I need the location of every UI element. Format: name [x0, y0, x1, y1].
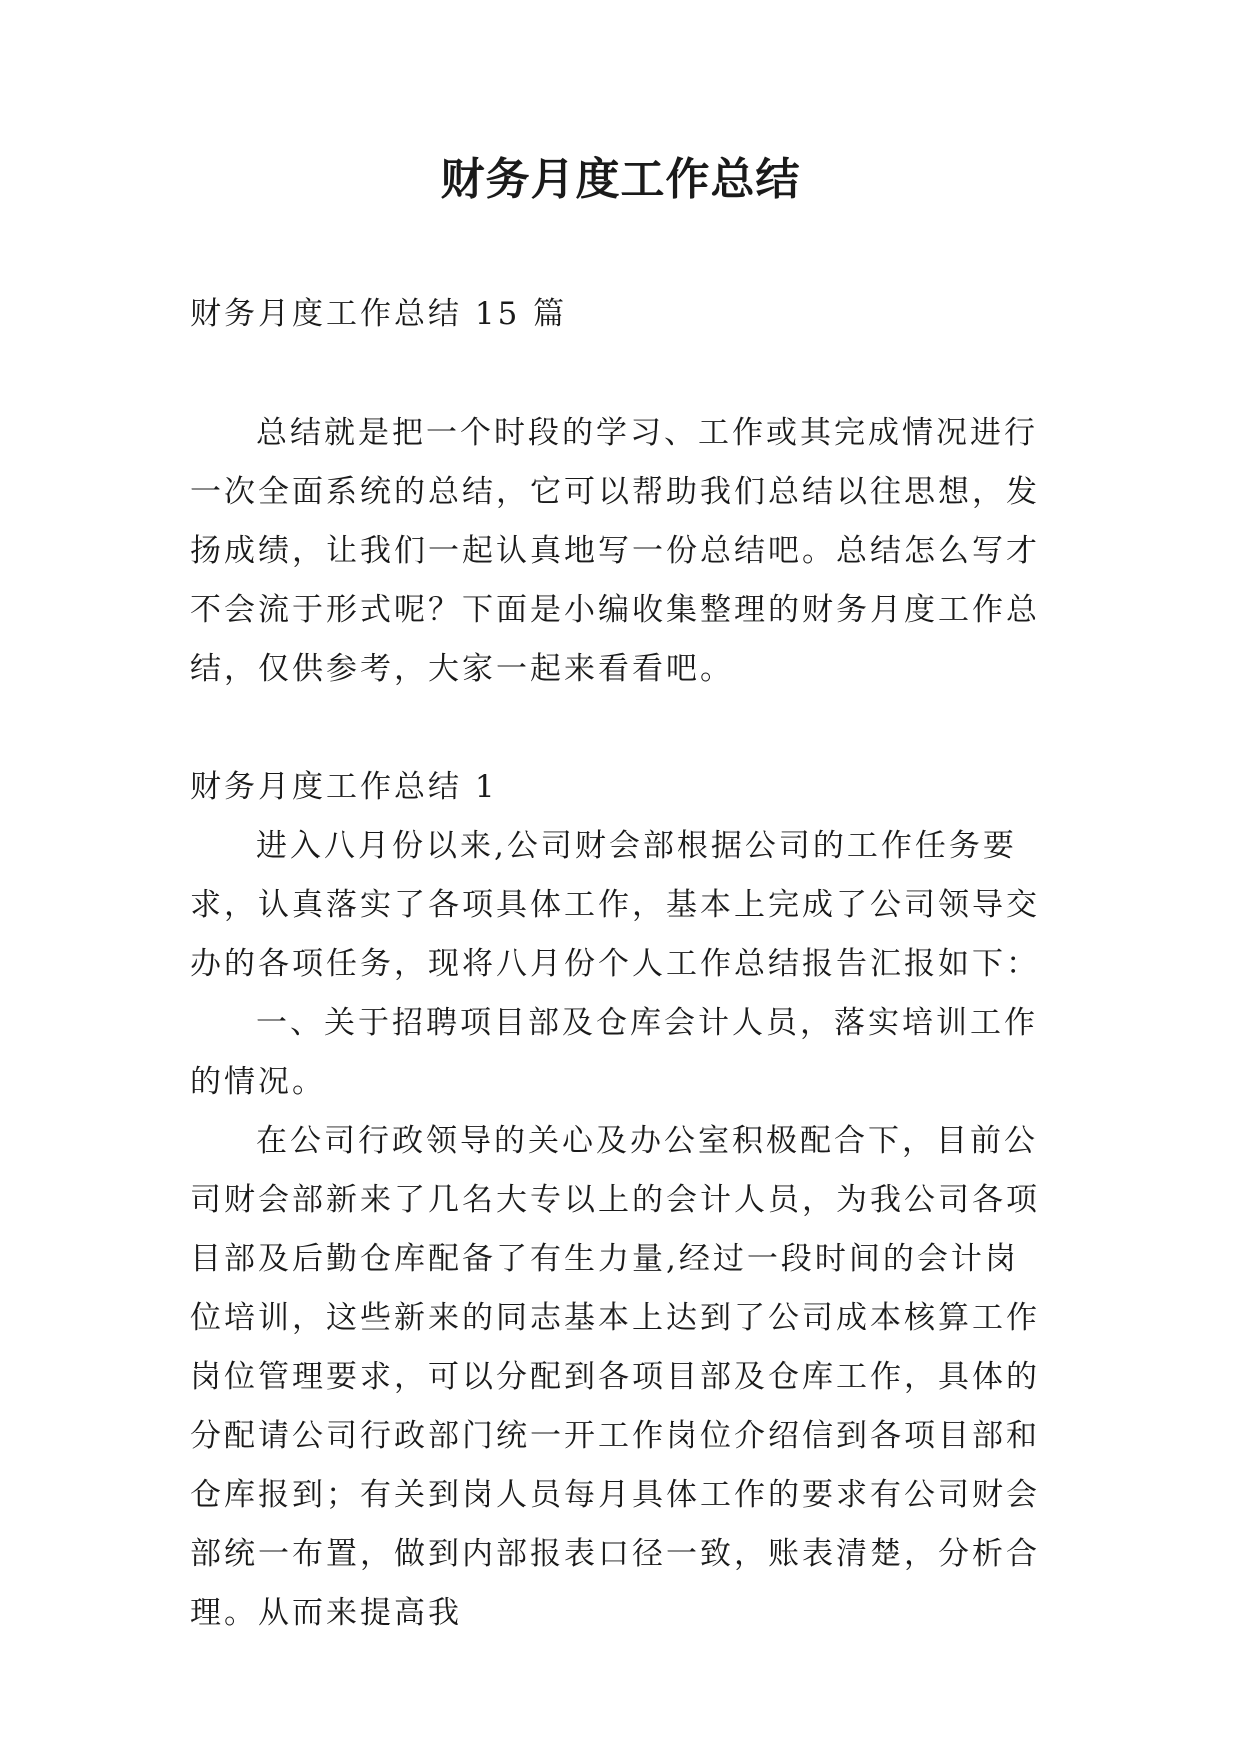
body-paragraph: 进入八月份以来,公司财会部根据公司的工作任务要求，认真落实了各项具体工作，基本上完成了公司领导交办的各项任务，现将八月份个人工作总结报告汇报如下： — [190, 828, 1040, 982]
intro-paragraph: 总结就是把一个时段的学习、工作或其完成情况进行一次全面系统的总结，它可以帮助我们总结以往思想，发扬成绩，让我们一起认真地写一份总结吧。总结怎么写才不会流于形式呢？下面是小编收集整理的财务月度工作总结，仅供参考，大家一起来看看吧。 — [190, 415, 1040, 687]
document-subtitle: 财务月度工作总结 15 篇 — [190, 296, 568, 332]
document-title: 财务月度工作总结 — [440, 154, 801, 205]
document-body — [190, 285, 1050, 1643]
section-heading: 财务月度工作总结 1 — [190, 769, 498, 805]
body-paragraph: 一、关于招聘项目部及仓库会计人员，落实培训工作的情况。 — [190, 1005, 1038, 1100]
body-paragraph: 在公司行政领导的关心及办公室积极配合下，目前公司财会部新来了几名大专以上的会计人员，为我公司各项目部及后勤仓库配备了有生力量,经过一段时间的会计岗位培训，这些新来的同志基本上达到了公司成本核算工作岗位管理要求，可以分配到各项目部及仓库工作，具体的分配请公司行政部门统一开工作岗位介绍信到各项目部和仓库报到；有关到岗人员每月具体工作的要求有公司财会部统一布置，做到内部报表口径一致，账表清楚，分析合理。从而来提高我 — [190, 1123, 1040, 1631]
